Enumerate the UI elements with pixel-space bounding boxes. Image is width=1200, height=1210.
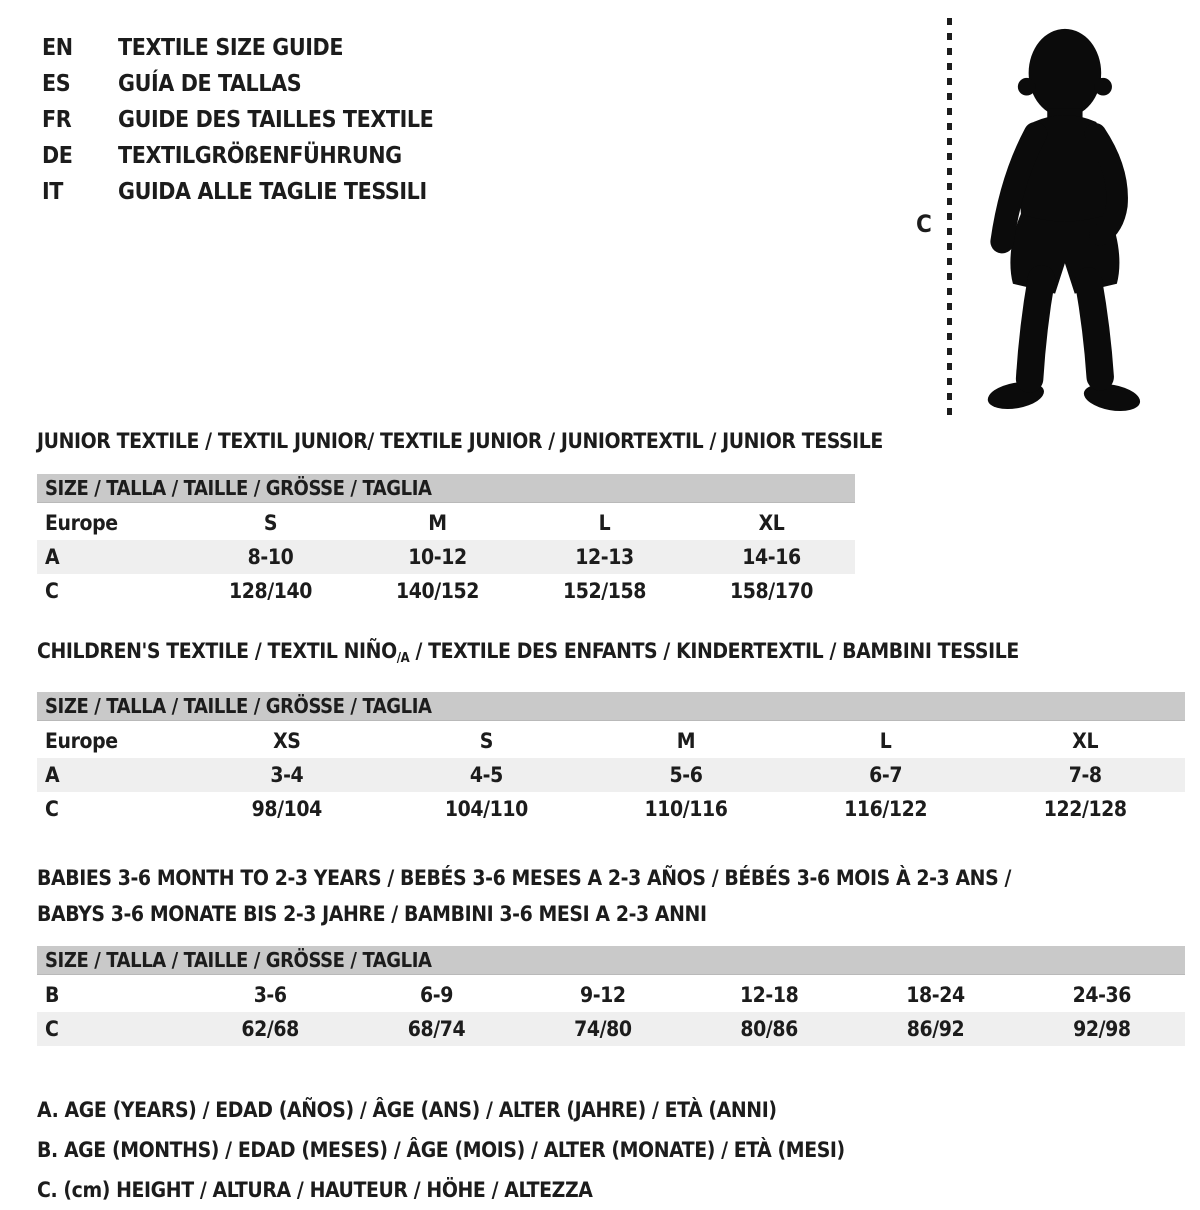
table-cell: 98/104 (251, 797, 322, 821)
section-title-babies (37, 860, 1185, 932)
table-cell: M (428, 511, 447, 535)
table-row-height (37, 574, 855, 608)
table-cell: 24-36 (1072, 983, 1132, 1007)
section-junior (37, 428, 1185, 608)
table-cell: S (479, 729, 493, 753)
table-cell: 3-4 (270, 763, 304, 787)
table-cell: 122/128 (1043, 797, 1127, 821)
table-cell: 152/158 (563, 579, 646, 603)
height-measure-line (947, 18, 952, 420)
section-babies (37, 860, 1185, 1046)
table-cell: 4-5 (469, 763, 503, 787)
table-cell: 12-18 (739, 983, 799, 1007)
row-label: C (45, 797, 59, 821)
table-cell: 9-12 (579, 983, 626, 1007)
language-code: ES (42, 71, 71, 97)
table-row-months (37, 978, 1185, 1012)
measurement-legend (37, 1090, 1185, 1210)
row-label: A (45, 545, 60, 569)
table-row-age (37, 540, 855, 574)
section-title-junior: JUNIOR TEXTILE / TEXTIL JUNIOR/ TEXTILE JUNIOR / JUNIORTEXTIL / JUNIOR TESSILE (37, 429, 883, 453)
table-row-age (37, 758, 1185, 792)
height-figure (900, 12, 1180, 432)
babies-size-table (37, 946, 1185, 1046)
size-header-band: SIZE / TALLA / TAILLE / GRÖSSE / TAGLIA (37, 474, 855, 503)
table-cell: 158/170 (730, 579, 813, 603)
table-cell: 104/110 (444, 797, 528, 821)
table-cell: 128/140 (229, 579, 312, 603)
section-title-children (37, 638, 1185, 672)
table-cell: XL (758, 511, 785, 535)
table-cell: 18-24 (906, 983, 965, 1007)
table-cell: 8-10 (247, 545, 294, 569)
table-cell: 116/122 (844, 797, 928, 821)
row-label: Europe (45, 729, 118, 753)
table-row-europe (37, 724, 1185, 758)
language-code: IT (42, 179, 64, 205)
language-row (42, 102, 433, 138)
guide-title: GUIDE DES TAILLES TEXTILE (118, 107, 434, 133)
size-tables-area (37, 428, 1185, 1210)
guide-title: GUÍA DE TALLAS (118, 71, 302, 97)
table-cell: 110/116 (644, 797, 728, 821)
legend-line-b: B. AGE (MONTHS) / EDAD (MESES) / ÂGE (MOIS) / ALTER (MONATE) / ETÀ (MESI) (37, 1138, 845, 1162)
legend-line-a: A. AGE (YEARS) / EDAD (AÑOS) / ÂGE (ANS) / ALTER (JAHRE) / ETÀ (ANNI) (37, 1098, 777, 1122)
table-cell: 3-6 (253, 983, 287, 1007)
table-cell: 86/92 (906, 1017, 965, 1041)
title-text: CHILDREN'S TEXTILE / TEXTIL NIÑO (37, 639, 397, 663)
guide-title: TEXTILGRÖßENFÜHRUNG (118, 143, 402, 169)
row-label: B (45, 983, 59, 1007)
toddler-silhouette-image (962, 22, 1158, 424)
table-cell: 14-16 (742, 545, 801, 569)
table-cell: 7-8 (1068, 763, 1102, 787)
table-cell: XS (273, 729, 301, 753)
table-cell: 140/152 (396, 579, 479, 603)
table-cell: 5-6 (669, 763, 703, 787)
table-cell: XL (1072, 729, 1099, 753)
language-row (42, 66, 433, 102)
table-cell: 80/86 (740, 1017, 798, 1041)
guide-title: GUIDA ALLE TAGLIE TESSILI (118, 179, 427, 205)
table-cell: 68/74 (407, 1017, 466, 1041)
title-text: / TEXTILE DES ENFANTS / KINDERTEXTIL / BAMBINI TESSILE (409, 639, 1019, 663)
table-cell: M (676, 729, 696, 753)
legend-line-c: C. (cm) HEIGHT / ALTURA / HAUTEUR / HÖHE / ALTEZZA (37, 1178, 593, 1202)
height-measure-label: C (916, 210, 932, 238)
table-cell: S (263, 511, 278, 535)
language-code: DE (42, 143, 73, 169)
language-row (42, 174, 433, 210)
language-title-block (42, 30, 433, 210)
children-size-table (37, 692, 1185, 826)
title-subscript: /A (396, 651, 410, 666)
table-row-height (37, 792, 1185, 826)
table-row-height (37, 1012, 1185, 1046)
language-code: EN (42, 35, 73, 61)
row-label: Europe (45, 511, 118, 535)
junior-size-table (37, 474, 855, 608)
size-header-band: SIZE / TALLA / TAILLE / GRÖSSE / TAGLIA (37, 946, 1185, 975)
table-cell: 74/80 (574, 1017, 632, 1041)
title-line: BABIES 3-6 MONTH TO 2-3 YEARS / BEBÉS 3-6 MESES A 2-3 AÑOS / BÉBÉS 3-6 MOIS À 2-3 ANS / (37, 866, 1011, 890)
guide-title: TEXTILE SIZE GUIDE (118, 35, 344, 61)
table-cell: 92/98 (1073, 1017, 1131, 1041)
table-row-europe (37, 506, 855, 540)
row-label: A (45, 763, 60, 787)
section-children (37, 638, 1185, 826)
table-cell: L (598, 511, 611, 535)
title-line: BABYS 3-6 MONATE BIS 2-3 JAHRE / BAMBINI 3-6 MESI A 2-3 ANNI (37, 902, 707, 926)
language-code: FR (42, 107, 72, 133)
table-cell: 10-12 (408, 545, 467, 569)
language-row (42, 30, 433, 66)
table-cell: 62/68 (241, 1017, 299, 1041)
language-row (42, 138, 433, 174)
row-label: C (45, 1017, 59, 1041)
row-label: C (45, 579, 59, 603)
table-cell: 6-9 (420, 983, 453, 1007)
size-header-band: SIZE / TALLA / TAILLE / GRÖSSE / TAGLIA (37, 692, 1185, 721)
table-cell: L (879, 729, 892, 753)
table-cell: 6-7 (869, 763, 903, 787)
table-cell: 12-13 (575, 545, 634, 569)
